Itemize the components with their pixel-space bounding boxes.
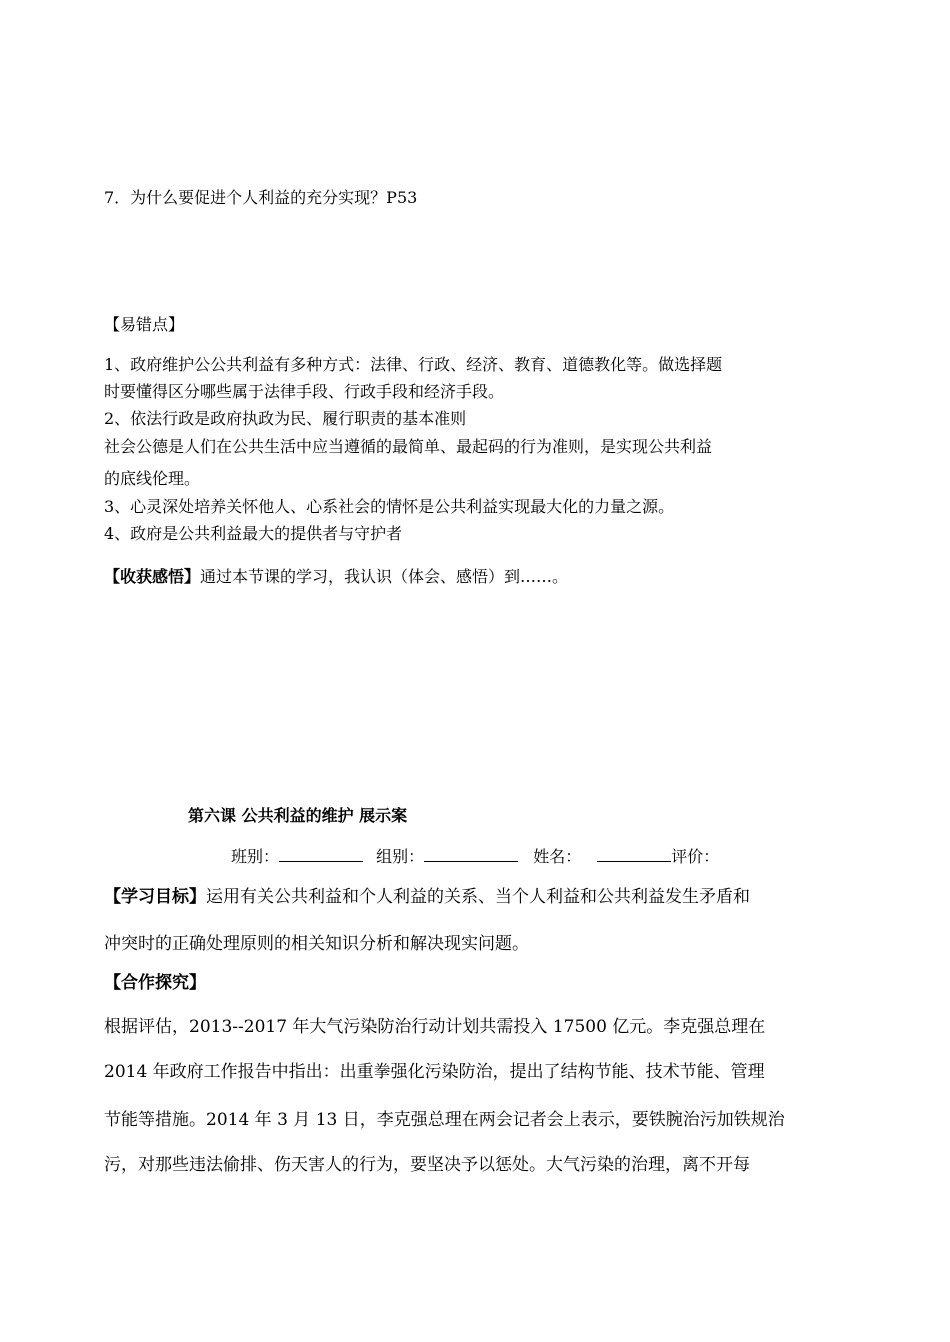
name-label: 姓名： [533,847,582,866]
harvest-label: 【收获感悟】 [104,567,201,586]
student-info-row [231,846,719,868]
name-blank[interactable] [597,847,671,862]
error-point-line: 1、政府维护公公共利益有多种方式：法律、行政、经济、教育、道德教化等。做选择题 [104,355,723,374]
objective-text-continued: 冲突时的正确处理原则的相关知识分析和解决现实问题。 [104,934,529,954]
error-point-line: 4、政府是公共利益最大的提供者与守护者 [104,524,403,543]
class-label: 班别： [231,847,280,866]
objective-label: 【学习目标】 [104,887,206,907]
objective-text: 运用有关公共利益和个人利益的关系、当个人利益和公共利益发生矛盾和 [206,887,750,907]
error-point-line: 2、依法行政是政府执政为民、履行职责的基本准则 [104,409,467,428]
error-point-line: 3、心灵深处培养关怀他人、心系社会的情怀是公共利益实现最大化的力量之源。 [104,497,675,516]
cooperation-paragraph-line: 根据评估，2013--2017 年大气污染防治行动计划共需投入 17500 亿元。李克强总理在 [104,1017,766,1037]
class-blank[interactable] [279,847,363,862]
evaluation-label: 评价： [671,847,720,866]
error-points-heading: 【易错点】 [104,315,185,334]
question-7: 7．为什么要促进个人利益的充分实现？P53 [104,188,418,207]
display-plan-title: 第六课 公共利益的维护 展示案 [188,806,408,825]
cooperation-heading: 【合作探究】 [104,973,206,993]
cooperation-paragraph-line: 节能等措施。2014 年 3 月 13 日，李克强总理在两会记者会上表示，要铁腕治污加铁规治 [104,1110,785,1130]
cooperation-paragraph-line: 污，对那些违法偷排、伤天害人的行为，要坚决予以惩处。大气污染的治理，离不开每 [104,1155,750,1175]
group-label: 组别： [376,847,425,866]
error-point-line: 的底线伦理。 [104,469,201,488]
learning-objective [104,886,750,908]
harvest-text: 通过本节课的学习，我认识（体会、感悟）到……。 [200,567,569,586]
group-blank[interactable] [424,847,518,862]
error-point-line: 社会公德是人们在公共生活中应当遵循的最简单、最起码的行为准则，是实现公共利益 [104,437,713,456]
cooperation-paragraph-line: 2014 年政府工作报告中指出：出重拳强化污染防治，提出了结构节能、技术节能、管理 [104,1062,765,1082]
harvest-section [104,566,568,588]
error-point-line: 时要懂得区分哪些属于法律手段、行政手段和经济手段。 [104,382,505,401]
